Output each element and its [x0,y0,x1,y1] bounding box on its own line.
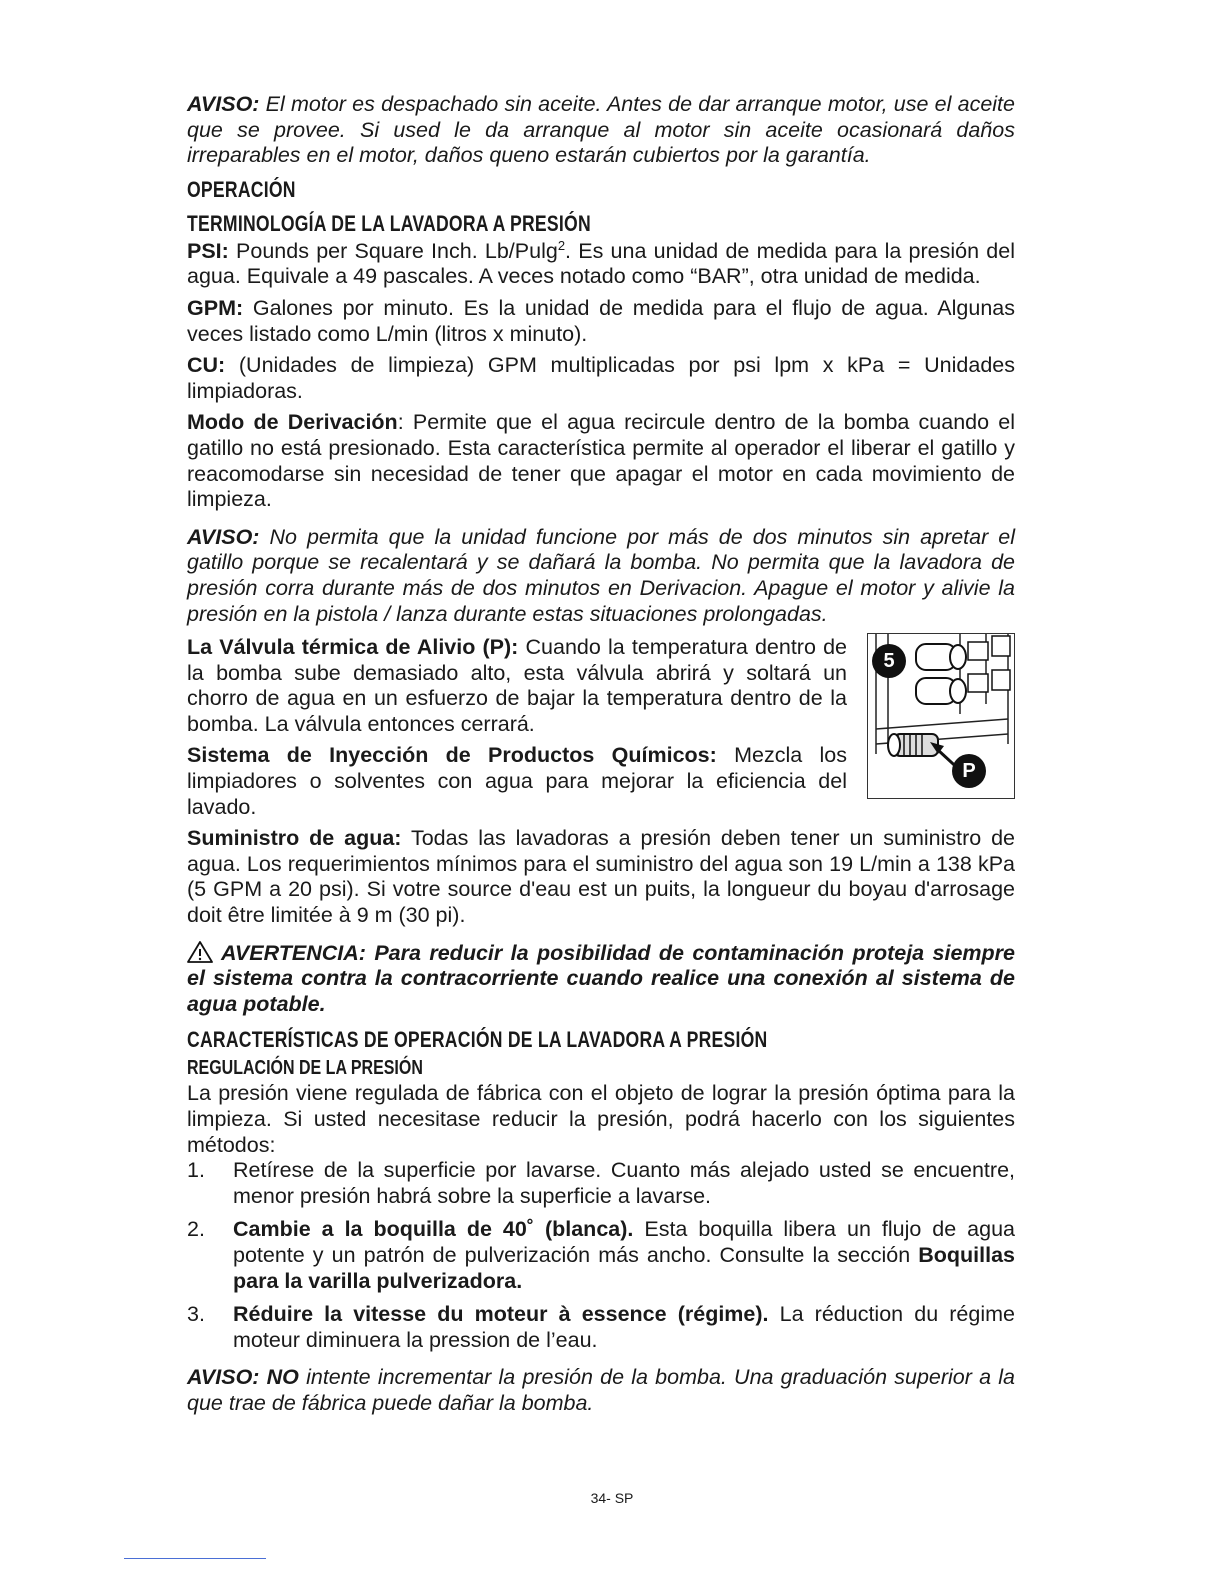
sistema-text: Mezcla los limpiadores o solventes con agua para mejorar la eficiencia del lavado. [187,743,847,819]
footer-rule [124,1558,266,1559]
suministro-label: Suministro de agua: [187,826,402,851]
aviso-presion-bomba [187,1365,1015,1416]
sistema-label: Sistema de Inyección de Productos Químicos: [187,743,717,768]
callout-badge-p: P [952,754,986,788]
aviso-motor-sin-aceite [187,92,1015,169]
aviso-derivacion [187,525,1015,627]
list-item-bold: Réduire la vitesse du moteur à essence (régime). [233,1302,769,1327]
list-item [187,1302,1015,1353]
advertencia-contaminacion [187,941,1015,1018]
list-item [187,1158,1015,1209]
valvula-text: Cuando la temperatura dentro de la bomba sube demasiado alto, esta válvula abrirá y soltará un chorro de agua en un esfuerzo de bajar la temperatura dentro de la bomba. La válvula entonces cerrará. [187,635,847,736]
list-item-text: La réduction du régime moteur diminuera la pression de l’eau. [233,1302,1015,1352]
term-cu [187,353,1015,404]
gpm-label: GPM: [187,295,244,320]
advertencia-text: Para reducir la posibilidad de contaminación proteja siempre el sistema contra la contracorriente cuando realice una conexión al sistema de agua potable. [187,940,1015,1016]
suministro-agua [187,826,1015,928]
cu-label: CU: [187,353,226,378]
gpm-text: Galones por minuto. Es la unidad de medida para el flujo de agua. Algunas veces listado como L/min (litros x minuto). [187,295,1015,346]
list-text [233,1158,1015,1209]
aviso-text: No permita que la unidad funcione por más de dos minutos sin apretar el gatillo porque se recalentará y se dañará la bomba. No permita que la lavadora de presión corra durante más de dos minutos en Derivacion. Apague el motor y alivie la presión en la pistola / lanza durante estas situaciones prolongadas. [187,524,1015,626]
modo-label: Modo de Derivación [187,410,398,435]
aviso-label: AVISO: [187,524,260,549]
aviso-text: intente incrementar la presión de la bomba. Una graduación superior a la que trae de fábrica puede dañar la bomba. [187,1365,1015,1415]
valvula-label: La Válvula térmica de Alivio (P): [187,635,519,660]
list-text [233,1217,1015,1294]
list-item-bold: Cambie a la boquilla de 40˚ (blanca). [233,1217,634,1242]
term-gpm [187,296,1015,347]
list-item [187,1217,1015,1294]
list-text [233,1302,1015,1353]
psi-superscript: 2 [557,237,566,253]
page-content [187,92,1015,1417]
cu-text: (Unidades de limpieza) GPM multiplicadas por psi lpm x kPa = Unidades limpiadoras. [187,353,1015,403]
aviso-label: AVISO: NO [187,1365,299,1390]
warning-triangle-icon [187,941,213,963]
regulacion-intro: La presión viene regulada de fábrica con el objeto de lograr la presión óptima para la limpieza. Si usted necesitase reducir la presión, podrá hacerlo con los siguientes métodos: [187,1081,1015,1157]
list-number: 1. [187,1158,205,1183]
psi-text-b: . Es una unidad de medida para la presión del agua. Equivale a 49 pascales. A veces notado como “BAR”, otra unidad de medida. [187,238,1015,289]
aviso-text: El motor es despachado sin aceite. Antes de dar arranque motor, use el aceite que se provee. Si used le da arranque al motor sin aceite ocasionará daños irreparables en el motor, daños queno estarán cubiertos por la garantía. [187,92,1015,168]
heading-regulacion: REGULACIÓN DE LA PRESIÓN [187,1057,423,1080]
heading-caracteristicas: CARACTERÍSTICAS DE OPERACIÓN DE LA LAVADORA A PRESIÓN [187,1027,768,1053]
advertencia-label: AVERTENCIA: [221,940,366,965]
term-psi [187,239,1015,290]
aviso-label: AVISO: [187,92,260,116]
list-number: 3. [187,1302,205,1327]
heading-operacion: OPERACIÓN [187,176,296,202]
psi-label: PSI: [187,238,229,263]
relief-valve-figure [867,633,1015,799]
heading-terminologia: TERMINOLOGÍA DE LA LAVADORA A PRESIÓN [187,210,591,236]
metodos-list [187,1158,1015,1353]
list-item-bold-end: Boquillas para la varilla pulverizadora. [233,1242,1015,1293]
list-item-text: Retírese de la superficie por lavarse. Cuanto más alejado usted se encuentre, menor presión habrá sobre la superficie a lavarse. [233,1158,1015,1208]
callout-badge-5: 5 [872,644,906,678]
modo-text: : Permite que el agua recircule dentro de la bomba cuando el gatillo no está presionado. Esta característica permite al operador el liberar el gatillo y reacomodarse sin necesidad de tener que apagar el motor en cada movimiento de limpieza. [187,410,1015,512]
term-modo-derivacion [187,410,1015,512]
list-item-text: Esta boquilla libera un flujo de agua potente y un patrón de pulverización más ancho. Consulte la sección [233,1217,1016,1267]
suministro-text: Todas las lavadoras a presión deben tener un suministro de agua. Los requerimientos mínimos para el suministro del agua son 19 L/min a 138 kPa (5 GPM a 20 psi). Si votre source d'eau est un puits, la longueur du boyau d'arrosage doit être limitée à 9 m (30 pi). [187,826,1015,928]
psi-text-a: Pounds per Square Inch. Lb/Pulg [228,238,558,263]
list-number: 2. [187,1217,205,1242]
page-number: 34- SP [590,1490,634,1506]
